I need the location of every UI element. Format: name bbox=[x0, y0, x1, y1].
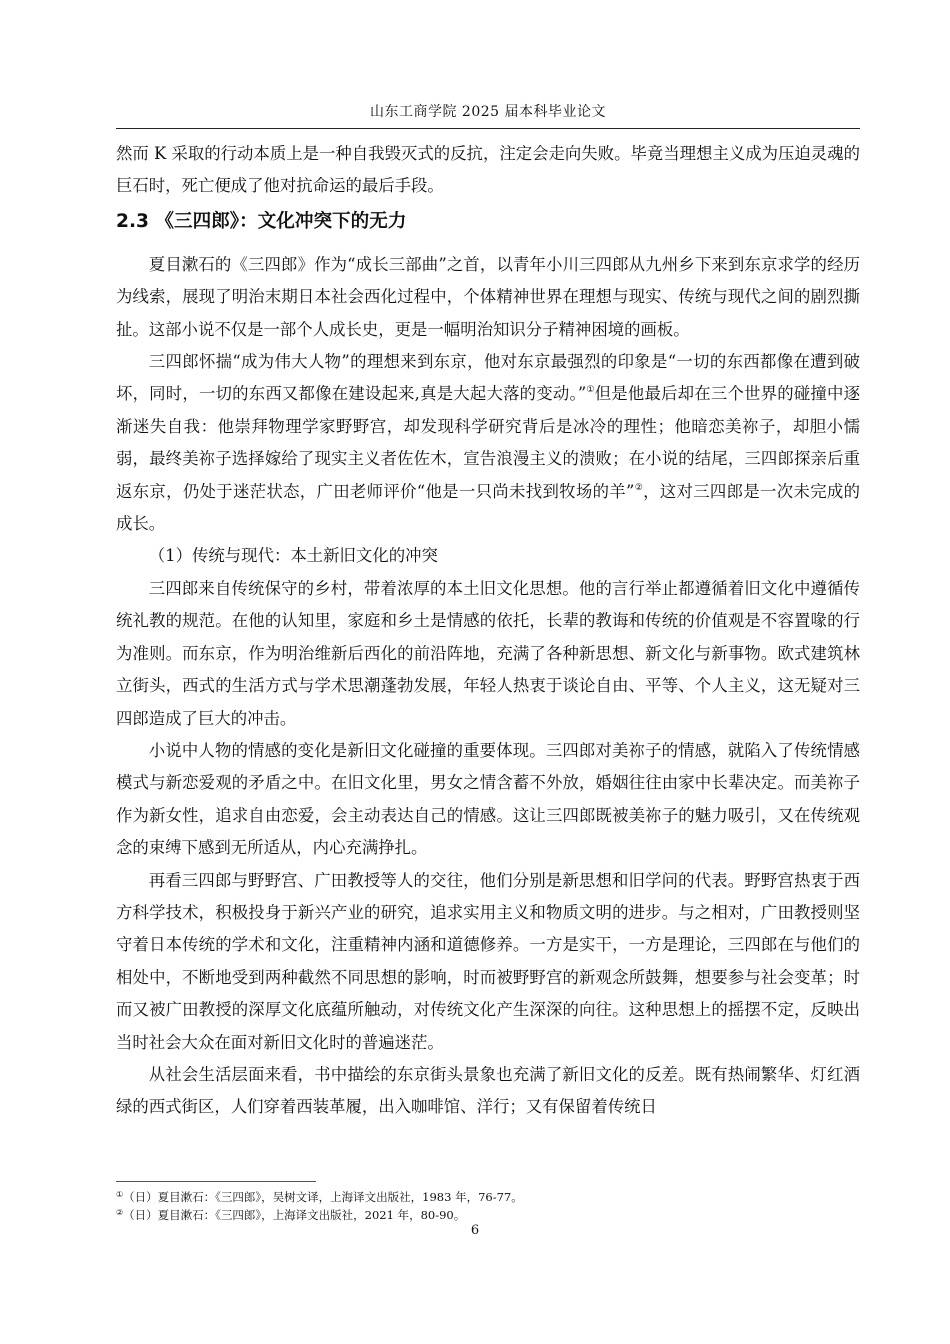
paragraph: 从社会生活层面来看，书中描绘的东京街头景象也充满了新旧文化的反差。既有热闹繁华、灯红酒绿的西式街区，人们穿着西装革履，出入咖啡馆、洋行；又有保留着传统日 bbox=[116, 1064, 860, 1117]
header-rule bbox=[116, 128, 860, 129]
paragraph-text: 三四郎怀揣“成为伟大人物”的理想来到东京，他对东京最强烈的印象是“一切的东西都像在遭到破坏，同时，一切的东西又都像在建设起来,真是大起大落的变动。” bbox=[116, 352, 860, 404]
section-heading: 2.3 《三四郎》：文化冲突下的无力 bbox=[116, 210, 407, 232]
body-text bbox=[116, 138, 860, 1124]
running-header: 山东工商学院 2025 届本科毕业论文 bbox=[369, 104, 607, 120]
paragraph: 再看三四郎与野野宫、广田教授等人的交往，他们分别是新思想和旧学问的代表。野野宫热衷于西方科学技术，积极投身于新兴产业的研究，追求实用主义和物质文明的进步。与之相对，广田教授则坚守着日本传统的学术和文化，注重精神内涵和道德修养。一方是实干，一方是理论，三四郎在与他们的相处中，不断地受到两种截然不同思想的影响，时而被野野宫的新观念所鼓舞，想要参与社会变革；时而又被广田教授的深厚文化底蕴所触动，对传统文化产生深深的向往。这种思想上的摇摆不定，反映出当时社会大众在面对新旧文化时的普遍迷茫。 bbox=[116, 870, 860, 1052]
footnote-item bbox=[116, 1187, 860, 1205]
paragraph-with-footnotes bbox=[116, 346, 860, 540]
footnote-item bbox=[116, 1205, 860, 1223]
paragraph-text: ，这对三四郎是一次未完成的成长。 bbox=[116, 481, 861, 534]
footnote-mark: ① bbox=[116, 1190, 124, 1199]
paragraph-text: 但是他最后却在三个世界的碰撞中逐渐迷失自我：他崇拜物理学家野野宫，却发现科学研究背后是冰冷的理性；他暗恋美祢子，却胆小懦弱，最终美祢子选择嫁给了现实主义者佐佐木，宣告浪漫主义的溃败；在小说的结尾，三四郎探亲后重返东京，仍处于迷茫状态，广田老师评价“他是一只尚未找到牧场的羊” bbox=[116, 384, 860, 501]
footnote-mark: ② bbox=[116, 1208, 124, 1217]
footnotes bbox=[116, 1187, 860, 1223]
page-number: 6 bbox=[470, 1223, 480, 1238]
paragraph: 三四郎来自传统保守的乡村，带着浓厚的本土旧文化思想。他的言行举止都遵循着旧文化中遵循传统礼教的规范。在他的认知里，家庭和乡土是情感的依托，长辈的教诲和传统的价值观是不容置喙的行为准则。而东京，作为明治维新后西化的前沿阵地，充满了各种新思想、新文化与新事物。欧式建筑林立街头，西式的生活方式与学术思潮蓬勃发展，年轻人热衷于谈论自由、平等、个人主义，这无疑对三四郎造成了巨大的冲击。 bbox=[116, 578, 860, 728]
footnote-ref-2: ② bbox=[634, 482, 644, 493]
paragraph-continuation: 然而 K 采取的行动本质上是一种自我毁灭式的反抗，注定会走向失败。毕竟当理想主义成为压迫灵魂的巨石时，死亡便成了他对抗命运的最后手段。 bbox=[116, 144, 860, 196]
footnote-ref-1: ① bbox=[586, 385, 595, 396]
footnote-text: （日）夏目漱石：《三四郎》，上海译文出版社，2021 年，80-90。 bbox=[123, 1208, 466, 1222]
paragraph: 小说中人物的情感的变化是新旧文化碰撞的重要体现。三四郎对美祢子的情感，就陷入了传统情感模式与新恋爱观的矛盾之中。在旧文化里，男女之情含蓄不外放，婚姻往往由家中长辈决定。而美祢子作为新女性，追求自由恋爱，会主动表达自己的情感。这让三四郎既被美祢子的魅力吸引，又在传统观念的束缚下感到无所适从，内心充满挣扎。 bbox=[116, 740, 860, 858]
subheading: （1）传统与现代：本土新旧文化的冲突 bbox=[148, 546, 438, 566]
paragraph: 夏目漱石的《三四郎》作为“成长三部曲”之首，以青年小川三四郎从九州乡下来到东京求学的经历为线索，展现了明治末期日本社会西化过程中，个体精神世界在理想与现实、传统与现代之间的剧烈撕扯。这部小说不仅是一部个人成长史，更是一幅明治知识分子精神困境的画板。 bbox=[116, 254, 860, 339]
footnote-text: （日）夏目漱石：《三四郎》，吴树文译，上海译文出版社，1983 年，76-77。 bbox=[123, 1190, 523, 1204]
footnote-rule bbox=[116, 1181, 316, 1182]
